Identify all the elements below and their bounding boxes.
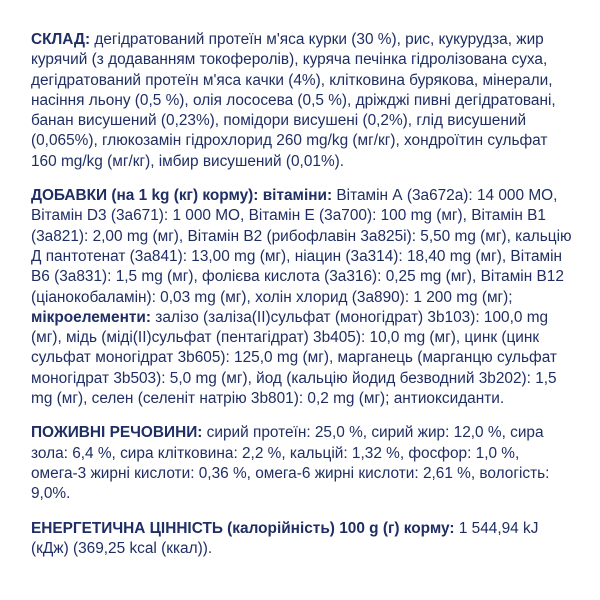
vitamins-heading: вітаміни: [262, 187, 333, 205]
composition-text: дегідратований протеїн м'яса курки (30 %), рис, кукурудза, жир курячий (з додаванням токоферолів), куряча печінка гідролізована суха, дегідратований протеїн м'яса качки (4%), клітковина бурякова, мінерали, насіння льону (0,5 %), олія лососева (0,5 %), дріжджі пивні дегідратовані, банан висушений (0,23%), помідори висушені (0,2%), глід висушений (0,065%), глюкозамін гідрохлорид 260 mg/kg (мг/кг), хондроїтин сульфат 160 mg/kg (мг/кг), імбир висушений (0,01%). [31, 31, 556, 170]
nutrients-section [31, 423, 576, 504]
additives-section [31, 186, 576, 409]
energy-section [31, 519, 576, 560]
microelements-heading: мікроелементи: [31, 308, 152, 326]
nutrients-heading: ПОЖИВНІ РЕЧОВИНИ: [31, 424, 203, 442]
microelements-text: залізо (заліза(II)сульфат (моногідрат) 3b103): 100,0 mg (мг), мідь (міді(II)сульфат (пентагідрат) 3b405): 10,0 mg (мг), цинк (цинк сульфат моногідрат 3b605): 125,0 mg (мг), марганець (марганцю сульфат моногідрат 3b503): 5,0 mg (мг), йод (кальцію йодид безводний 3b202): 1,5 mg (мг), селен (селеніт натрію 3b801): 0,2 mg (мг); антиоксиданти. [31, 308, 557, 408]
composition-section [31, 30, 576, 172]
composition-heading: СКЛАД: [31, 31, 91, 48]
vitamins-text: Вітамін А (3а672а): 14 000 МО, Вітамін D3 (3а671): 1 000 МО, Вітамін Е (3а700): 100 mg (мг), Вітамін В1 (3а821): 2,00 mg (мг), Вітамін В2 (рибофлавін 3а825і): 5,50 mg (мг), кальцію Д пантотенат (3а841): 13,00 mg (мг), ніацин (3а314): 18,40 mg (мг), Вітамін В6 (3а831): 1,5 mg (мг), фолієва кислота (3а316): 0,25 mg (мг), Вітамін В12 (ціанокобаламін): 0,03 mg (мг), холін хлорид (3а890): 1 200 mg (мг); [31, 187, 572, 306]
additives-heading: ДОБАВКИ (на 1 kg (кг) корму): [31, 187, 259, 205]
energy-text: 1 544,94 kJ (кДж) (369,25 kcal (ккал)). [31, 519, 539, 557]
nutrients-text: сирий протеїн: 25,0 %, сирий жир: 12,0 %, сира зола: 6,4 %, сира клітковина: 2,2 %, кальцій: 1,32 %, фосфор: 1,0 %, омега-3 жирні кислоти: 0,36 %, омега-6 жирні кислоти: 2,61 %, вологість: 9,0%. [31, 424, 550, 503]
energy-heading: ЕНЕРГЕТИЧНА ЦІННІСТЬ (калорійність) 100 g (г) корму: [31, 519, 455, 537]
